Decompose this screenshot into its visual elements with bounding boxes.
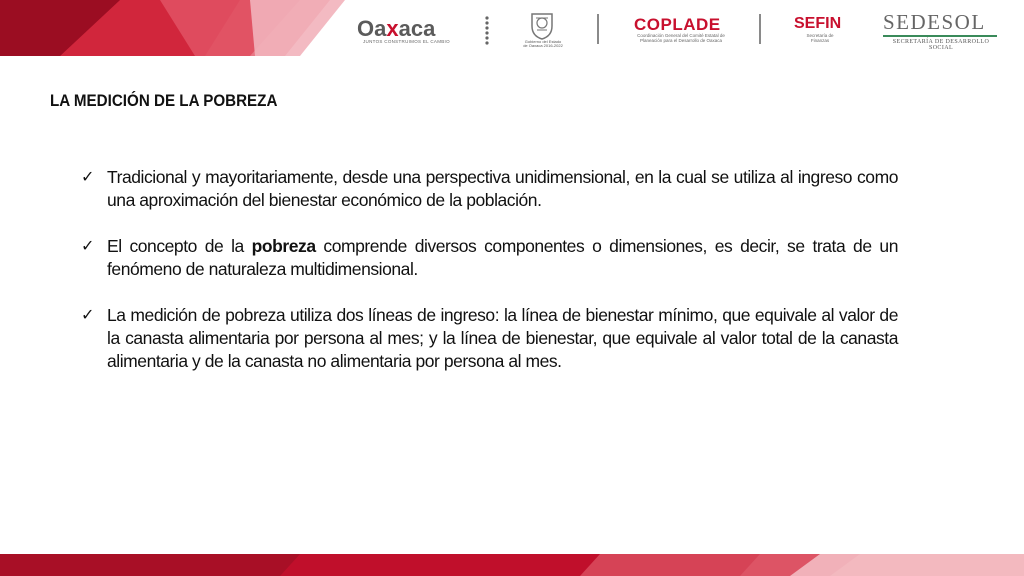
list-item — [81, 304, 898, 373]
sefin-subtitle: Secretaría de Finanzas — [806, 33, 834, 43]
oaxaca-tagline: JUNTOS CONSTRUIMOS EL CAMBIO — [363, 39, 450, 44]
coplade-subtitle: Coordinación General del Comité Estatal de Planeación para el Desarrollo de Oaxaca — [637, 33, 725, 43]
header-banner — [0, 0, 1024, 56]
oaxaca-wordmark: Oaxaca — [357, 16, 436, 41]
page-title: LA MEDICIÓN DE LA POBREZA — [50, 92, 278, 110]
bullet-text: Tradicional y mayoritariamente, desde una perspectiva unidimensional, en la cual se utiliza al ingreso como una aproximación del bienestar económico de la población. — [107, 167, 898, 210]
list-item — [81, 235, 898, 281]
sedesol-subtitle: SECRETARÍA DE DESARROLLO SOCIAL — [892, 39, 990, 51]
sefin-wordmark: SEFIN — [794, 15, 842, 32]
list-item — [81, 166, 898, 212]
logo-bar — [345, 0, 1024, 56]
state-crest-icon — [527, 10, 557, 40]
sedesol-wordmark: SEDESOL — [883, 10, 986, 34]
footer-red-stripes — [0, 554, 1024, 576]
gobierno-caption: Gobierno del Estado de Oaxaca 2016-2022 — [523, 39, 563, 48]
bullet-text: El concepto de la pobreza comprende diversos componentes o dimensiones, es decir, se trata de un fenómeno de naturaleza multidimensional. — [107, 236, 898, 279]
checkmark-icon: ✓ — [81, 307, 95, 324]
dotted-divider-icon — [484, 16, 490, 46]
checkmark-icon: ✓ — [81, 169, 95, 186]
checkmark-icon: ✓ — [81, 238, 95, 255]
bullet-text: La medición de pobreza utiliza dos líneas de ingreso: la línea de bienestar mínimo, que equivale al valor de la canasta alimentaria por persona al mes; y la línea de bienestar, que equivale al valor total de la canasta alimentaria y de la canasta no alimentaria por persona al mes. — [107, 305, 898, 371]
coplade-wordmark: COPLADE — [634, 15, 721, 34]
sedesol-rule — [883, 35, 997, 37]
bullet-list — [81, 166, 898, 396]
logo-separator — [759, 14, 761, 44]
logo-separator — [597, 14, 599, 44]
